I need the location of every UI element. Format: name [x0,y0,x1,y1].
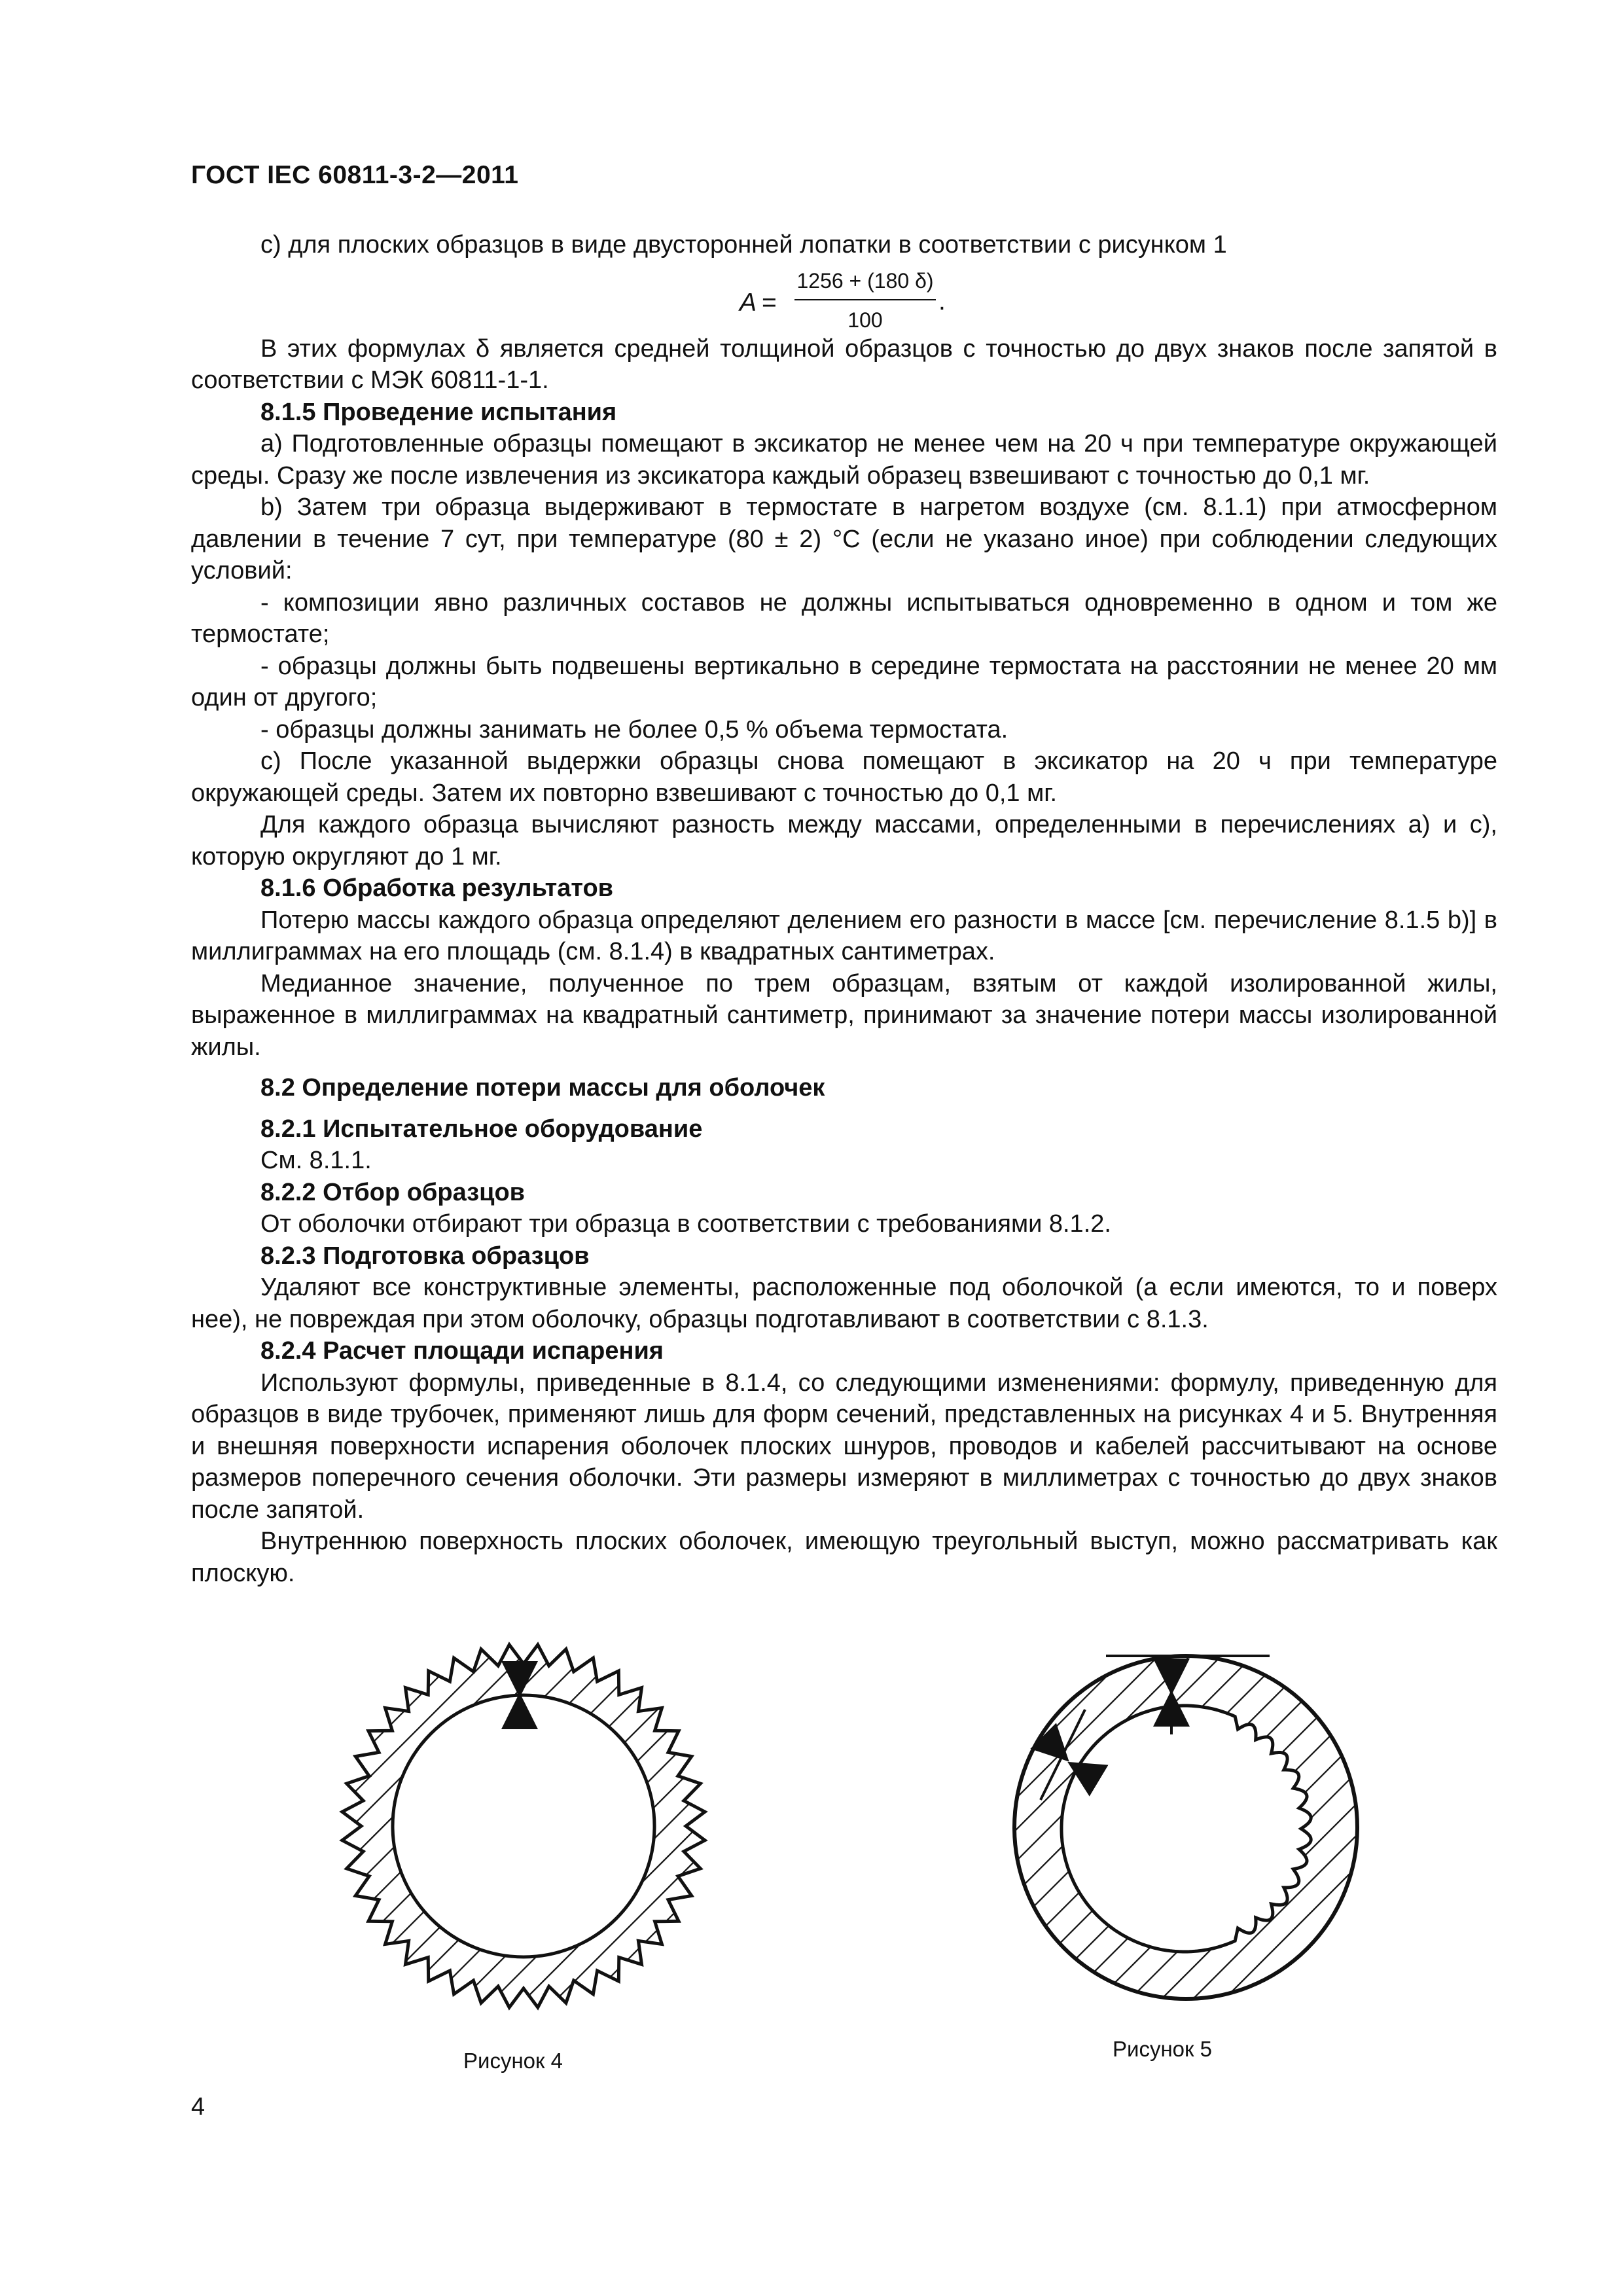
formula-numerator: 1256 + (180 δ) [796,268,934,293]
figure-5-drawing [995,1630,1387,2022]
paragraph: Для каждого образца вычисляют разность между массами, определенными в перечислениях a) и c), которую округляют до 1 мг. [191,811,1497,870]
figure-4-drawing [327,1630,720,2022]
formula-lhs: A [740,288,757,317]
paragraph: См. 8.1.1. [260,1147,372,1174]
paragraph: Используют формулы, приведенные в 8.1.4, со следующими изменениями: формулу, приведенную для образцов в виде трубочек, применяют лишь для форм сечений, представленных на рисунках 4 и 5. Внутренняя и внешняя поверхности испарения оболочек плоских шнуров, проводов и кабелей рассчитывают на основе размеров поперечного сечения оболочки. Эти размеры измеряют в миллиметрах с точностью до двух знаков после запятой. [191,1369,1497,1524]
document-body [191,229,1497,1589]
formula-period: . [938,287,946,315]
page-number: 4 [191,2093,205,2121]
figure-4-caption: Рисунок 4 [463,2049,563,2073]
heading-8-2: 8.2 Определение потери массы для оболочек [260,1074,825,1102]
paragraph-c: c) для плоских образцов в виде двусторонней лопатки в соответствии с рисунком 1 [260,231,1227,259]
heading-8-2-2: 8.2.2 Отбор образцов [260,1178,526,1206]
inner-bore [393,1695,654,1957]
heading-8-2-3: 8.2.3 Подготовка образцов [260,1242,590,1270]
paragraph: Внутреннюю поверхность плоских оболочек, имеющую треугольный выступ, можно рассматривать как плоскую. [191,1528,1497,1587]
paragraph: a) Подготовленные образцы помещают в эксикатор не менее чем на 20 ч при температуре окружающей среды. Сразу же после извлечения из эксикатора каждый образец взвешивают с точностью до 0,1 мг. [191,430,1497,490]
figure-5-caption: Рисунок 5 [1113,2037,1212,2061]
list-item: - образцы должны занимать не более 0,5 % объема термостата. [260,715,1008,744]
heading-8-2-1: 8.2.1 Испытательное оборудование [260,1115,703,1143]
paragraph: c) После указанной выдержки образцы снова помещают в эксикатор на 20 ч при температуре окружающей среды. Затем их повторно взвешивают с точностью до 0,1 мг. [191,747,1497,807]
paragraph: В этих формулах δ является средней толщиной образцов с точностью до двух знаков после запятой в соответствии с МЭК 60811-1-1. [191,334,1497,394]
list-item: - образцы должны быть подвешены вертикально в середине термостата на расстоянии не менее 20 мм один от другого; [191,652,1497,711]
paragraph: Медианное значение, полученное по трем образцам, взятым от каждой изолированной жилы, выраженное в миллиграммах на квадратный сантиметр, принимают за значение потери массы изолированной жилы. [191,969,1497,1061]
formula [191,261,1497,333]
formula-equals: = [762,288,777,317]
paragraph: Удаляют все конструктивные элементы, расположенные под оболочкой (а если имеются, то и поверх нее), не повреждая при этом оболочку, образцы подготавливают в соответствии с 8.1.3. [191,1274,1497,1333]
paragraph: От оболочки отбирают три образца в соответствии с требованиями 8.1.2. [260,1210,1111,1238]
document-header: ГОСТ IEC 60811-3-2—2011 [191,161,519,189]
heading-8-2-4: 8.2.4 Расчет площади испарения [260,1337,664,1365]
formula-denominator: 100 [847,308,883,332]
paragraph: b) Затем три образца выдерживают в термостате в нагретом воздухе (см. 8.1.1) при атмосферном давлении в течение 7 сут, при температуре (80 ± 2) °С (если не указано иное) при соблюдении следующих условий: [191,493,1497,584]
heading-8-1-5: 8.1.5 Проведение испытания [260,398,617,426]
fraction-bar [794,299,936,300]
list-item: - композиции явно различных составов не должны испытываться одновременно в одном и том же термостате; [191,588,1497,648]
scalloped-inner-surface [1061,1706,1311,1952]
heading-8-1-6: 8.1.6 Обработка результатов [260,874,614,902]
paragraph: Потерю массы каждого образца определяют делением его разности в массе [см. перечисление 8.1.5 b)] в миллиграммах на его площадь (см. 8.1.4) в квадратных сантиметрах. [191,906,1497,965]
